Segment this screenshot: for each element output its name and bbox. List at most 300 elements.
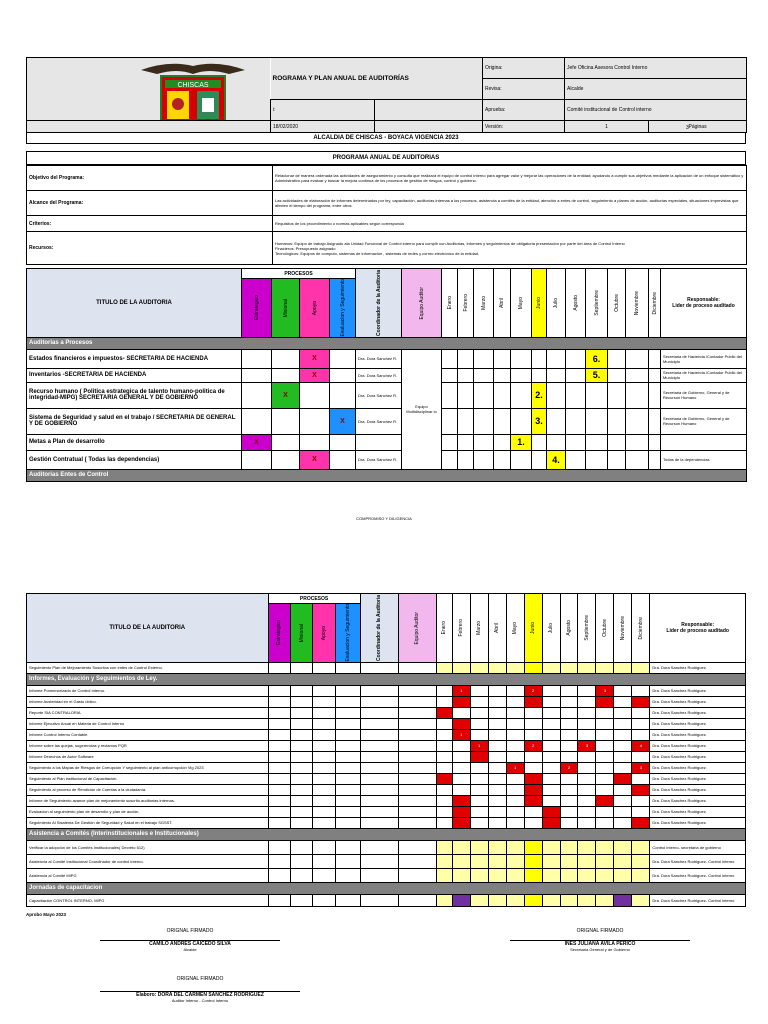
month-cell	[542, 740, 560, 751]
empty-cell	[335, 817, 360, 828]
month-cell	[614, 751, 632, 762]
month-cell	[506, 773, 524, 784]
origina-label: Origina:	[483, 58, 565, 79]
audit-row	[27, 368, 747, 382]
month-cell	[578, 685, 596, 696]
month-cell	[632, 718, 650, 729]
month-cell	[470, 854, 488, 868]
month-cell	[578, 868, 596, 882]
month-cell	[578, 707, 596, 718]
process-cell	[272, 368, 300, 382]
month-cell	[488, 817, 506, 828]
empty-cell	[335, 854, 360, 868]
month-cell	[488, 784, 506, 795]
empty-cell	[360, 868, 398, 882]
month-cell	[596, 762, 614, 773]
schedule-number: 2.	[535, 390, 543, 401]
month-cell	[524, 718, 542, 729]
t2-equipo-header-text: Equipo Auditor	[414, 611, 421, 645]
month-cell	[436, 685, 452, 696]
month-cell	[560, 762, 578, 773]
month-cell	[470, 740, 488, 751]
empty-cell	[335, 762, 360, 773]
section-bar: Asistencia a Comités (Interinstitucionales e Institucionales)	[27, 828, 746, 840]
t2-proc-misional-label: Misional	[298, 623, 305, 642]
t2-month-11: Diciembre	[637, 616, 644, 640]
program-title: PROGRAMA ANUAL DE AUDITORIAS	[26, 151, 746, 165]
process-cell	[330, 434, 356, 450]
empty-cell	[290, 817, 312, 828]
month-cell	[532, 434, 547, 450]
month-cell	[524, 795, 542, 806]
month-cell	[566, 368, 586, 382]
t2-coord-header	[360, 594, 398, 663]
month-cell	[578, 762, 596, 773]
schedule-mark: 2	[531, 688, 535, 694]
t2-month-header-9	[596, 594, 614, 663]
month-cell	[614, 696, 632, 707]
row-title: Seguimiento Al Sisatema De Gestión de Seguridad y Salud en el trabajo SGSST.	[27, 817, 269, 828]
empty-cell	[268, 840, 290, 854]
month-cell	[578, 773, 596, 784]
blank-cell	[375, 100, 483, 121]
empty-cell	[335, 718, 360, 729]
row-title: Asistencia al Comité Institucional Coordinador de control interno.	[27, 854, 269, 868]
process-cell	[300, 368, 330, 382]
row-title: Informe de Seguimiento avance plan de mejoramiento suscrito auditorias internas.	[27, 795, 269, 806]
empty-cell	[313, 854, 335, 868]
schedule-mark: 1	[460, 732, 463, 738]
month-cell	[506, 762, 524, 773]
empty-cell	[313, 696, 335, 707]
month-cell	[542, 795, 560, 806]
month-cell	[488, 696, 506, 707]
month-cell	[506, 854, 524, 868]
empty-cell	[335, 662, 360, 673]
empty-cell	[398, 840, 436, 854]
empty-cell	[313, 662, 335, 673]
month-header-2	[474, 269, 494, 338]
month-cell	[614, 806, 632, 817]
empty-cell	[335, 707, 360, 718]
month-cell	[542, 751, 560, 762]
schedule-mark: 1	[513, 765, 517, 771]
month-cell	[614, 718, 632, 729]
responsable-cell	[661, 434, 747, 450]
empty-cell	[398, 718, 436, 729]
empty-cell	[335, 685, 360, 696]
empty-cell	[313, 868, 335, 882]
empty-cell	[360, 806, 398, 817]
month-header-10	[626, 269, 649, 338]
empty-cell	[268, 729, 290, 740]
subtitle-text: ALCALDIA DE CHISCAS - BOYACA VIGENCIA 2023	[313, 135, 459, 141]
version-label: Versión:	[483, 121, 565, 133]
month-cell	[506, 662, 524, 673]
empty-cell	[290, 685, 312, 696]
month-cell	[488, 840, 506, 854]
month-cell	[614, 817, 632, 828]
month-cell	[596, 817, 614, 828]
month-cell	[452, 740, 470, 751]
responsable-cell: Todas de la dependencias	[661, 450, 747, 469]
team-cell	[402, 349, 442, 469]
section-entes-control: Auditorias Entes de Control	[27, 469, 747, 481]
empty-cell	[335, 740, 360, 751]
empty-cell	[290, 707, 312, 718]
month-cell	[458, 450, 474, 469]
month-cell	[578, 662, 596, 673]
empty-cell	[268, 817, 290, 828]
schedule-mark: 3	[603, 688, 607, 694]
month-10: Noviembre	[634, 290, 641, 315]
t2-proc-evaluacion-label: Evaluacion y Seguimiento	[344, 604, 351, 662]
col-title-header: TITULO DE LA AUDITORIA	[27, 269, 242, 338]
empty-cell	[313, 894, 335, 906]
month-header-8	[586, 269, 608, 338]
month-cell	[488, 718, 506, 729]
month-header-7	[566, 269, 586, 338]
schedule-mark: 3	[639, 765, 642, 771]
table-row	[27, 840, 746, 854]
process-cell	[300, 450, 330, 469]
coordinator-cell: Dra. Dora Sanchez R.	[356, 450, 402, 469]
month-6: Julio	[553, 297, 560, 308]
empty-cell	[290, 784, 312, 795]
month-cell	[560, 707, 578, 718]
schedule-mark: 1	[478, 743, 481, 749]
month-cell	[470, 817, 488, 828]
month-cell	[506, 685, 524, 696]
empty-cell	[398, 806, 436, 817]
signature-1-name: CAMILO ANDRES CAICEDO SILVA	[100, 940, 280, 947]
empty-cell	[360, 740, 398, 751]
month-cell	[542, 784, 560, 795]
process-cell	[272, 450, 300, 469]
month-cell	[532, 349, 547, 368]
month-cell	[632, 894, 650, 906]
month-cell	[632, 784, 650, 795]
row-title: Informe Ejecutivo Anual en Materia de Control Interno	[27, 718, 269, 729]
month-cell	[547, 349, 566, 368]
empty-cell	[268, 718, 290, 729]
month-cell	[452, 806, 470, 817]
month-cell	[560, 795, 578, 806]
responsable-cell: Dra. Dora Sanchez Rodriguez.	[650, 662, 746, 673]
month-cell	[474, 450, 494, 469]
month-cell	[596, 854, 614, 868]
row-title: Seguimiento a los Mapas de Riesgos de Corrupción Y seguimiento al plan anticorrupción Vig 2023	[27, 762, 269, 773]
month-cell	[542, 868, 560, 882]
process-cell	[242, 349, 272, 368]
month-cell	[494, 408, 511, 434]
month-cell	[436, 696, 452, 707]
month-cell	[560, 685, 578, 696]
section-auditorias-procesos: Auditorias a Procesos	[27, 337, 747, 349]
month-cell	[614, 894, 632, 906]
audit-table-1-body	[27, 349, 747, 469]
month-cell	[511, 450, 532, 469]
month-cell	[596, 840, 614, 854]
month-cell	[494, 382, 511, 408]
t2-month-header-2	[470, 594, 488, 663]
month-cell	[614, 773, 632, 784]
responsable-cell: Secretaria de Hacienda /Contador Public del Municipio	[661, 349, 747, 368]
empty-cell	[290, 854, 312, 868]
month-cell	[452, 817, 470, 828]
month-cell	[626, 450, 649, 469]
month-cell	[506, 718, 524, 729]
month-cell	[452, 894, 470, 906]
month-cell	[524, 784, 542, 795]
empty-cell	[398, 773, 436, 784]
table-row	[27, 784, 746, 795]
month-cell	[436, 817, 452, 828]
month-cell	[578, 751, 596, 762]
t2-month-header-0	[436, 594, 452, 663]
month-cell	[547, 408, 566, 434]
month-cell	[458, 349, 474, 368]
month-header-1	[458, 269, 474, 338]
equipo-header	[402, 269, 442, 338]
section-bar: Jornadas de capacitacion	[27, 882, 746, 894]
t2-month-header-4	[506, 594, 524, 663]
month-cell	[488, 894, 506, 906]
month-cell	[578, 696, 596, 707]
month-cell	[524, 854, 542, 868]
month-cell	[470, 662, 488, 673]
signature-2-role: Secretaria General y de Gobierno	[570, 947, 630, 952]
subtitle	[26, 132, 746, 144]
month-0: Enero	[446, 296, 453, 310]
responsable-cell: Dra. Dora Sanchez Rodriguez.	[650, 751, 746, 762]
t2-month-8: Septiembre	[583, 614, 590, 641]
month-cell	[547, 368, 566, 382]
empty-cell	[268, 696, 290, 707]
empty-cell	[398, 662, 436, 673]
month-cell	[626, 368, 649, 382]
empty-cell	[268, 762, 290, 773]
month-cell	[488, 795, 506, 806]
month-cell	[560, 740, 578, 751]
month-cell	[458, 382, 474, 408]
signature-1-original: ORIGNAL FIRMADO	[166, 928, 214, 934]
month-cell	[614, 707, 632, 718]
month-cell	[614, 784, 632, 795]
month-cell	[436, 868, 452, 882]
month-cell	[452, 795, 470, 806]
proc-apoyo-label: Apoyo	[311, 300, 318, 315]
row-title: Seguimiento al proceso de Rendición de Cuentas a la ciudadanía.	[27, 784, 269, 795]
audit-table-2-body	[27, 662, 746, 906]
month-cell	[436, 751, 452, 762]
month-cell	[524, 685, 542, 696]
month-cell	[560, 662, 578, 673]
signature-block-1	[100, 928, 280, 952]
empty-cell	[313, 840, 335, 854]
empty-cell	[313, 718, 335, 729]
month-cell	[532, 382, 547, 408]
empty-cell	[290, 773, 312, 784]
audit-title: Inventarios -SECRETARIA DE HACIENDA	[27, 368, 242, 382]
month-cell	[578, 894, 596, 906]
month-cell	[524, 894, 542, 906]
month-cell	[470, 894, 488, 906]
month-cell	[560, 840, 578, 854]
month-cell	[452, 840, 470, 854]
process-mark: X	[312, 355, 317, 363]
month-cell	[566, 450, 586, 469]
process-cell	[300, 349, 330, 368]
month-8: Septiembre	[593, 289, 600, 316]
empty-cell	[290, 718, 312, 729]
empty-cell	[268, 806, 290, 817]
month-cell	[632, 806, 650, 817]
equipo-header-text: Equipo Auditor	[418, 286, 425, 320]
schedule-number: 4.	[552, 454, 560, 465]
month-cell	[649, 368, 661, 382]
empty-cell	[360, 795, 398, 806]
row-title: Informe Control Interno Contable.	[27, 729, 269, 740]
month-cell	[488, 685, 506, 696]
month-cell	[614, 685, 632, 696]
recursos-text: Humanos: Equipo de trabajo Asignado ala Unidad Funcional de Control interno para cumplir con Auditorias, Informes y seguimientos de obligatoria presentación por parte del área de Control Interno Finacieros: Presupuesto asignado Tecnológicos: Equipos de computo, sistemas de información , sistemas de redes y correo electrónico de la entidad.	[273, 232, 747, 265]
objetivo-text: Relacionar de manera ordenada las actividades de aseguramiento y consulta que realizará el equipo de control interno para agregar valor y mejorar las operaciones de la entidad; ayudando a cumplir sus objetivos mediante la aplicación de un enfoque sistemático y Administrativo para evaluar y buscar la mejora continua de los procesos de gestión de riesgos, control y gobierno.	[273, 166, 747, 191]
audit-row	[27, 450, 747, 469]
proc-misional	[272, 279, 300, 338]
audit-row	[27, 382, 747, 408]
row-title: Asistencia al Comité MIPG	[27, 868, 269, 882]
process-mark: X	[340, 417, 345, 425]
section-row	[27, 882, 746, 894]
month-cell	[632, 868, 650, 882]
empty-cell	[335, 806, 360, 817]
table-row	[27, 662, 746, 673]
t2-month-header-8	[578, 594, 596, 663]
month-cell	[632, 854, 650, 868]
month-cell	[596, 806, 614, 817]
month-cell	[560, 806, 578, 817]
month-cell	[596, 784, 614, 795]
responsable-cell: Secretaria de Hacienda /Contador Public del Municipio	[661, 368, 747, 382]
month-cell	[442, 434, 458, 450]
month-cell	[452, 751, 470, 762]
month-cell	[578, 806, 596, 817]
month-cell	[560, 854, 578, 868]
empty-cell	[290, 696, 312, 707]
month-cell	[470, 773, 488, 784]
t2-month-5: Junio	[530, 621, 537, 634]
row-title: Informe Derechos de Autor Software	[27, 751, 269, 762]
month-cell	[649, 408, 661, 434]
table-row	[27, 817, 746, 828]
schedule-number: 5.	[592, 370, 601, 381]
t2-proc-apoyo-label: Apoyo	[321, 625, 328, 640]
schedule-mark: 4	[639, 743, 642, 749]
proc-evaluacion	[330, 279, 356, 338]
month-cell	[542, 762, 560, 773]
responsable-cell: Dra. Dora Sanchez Rodriguez.	[650, 740, 746, 751]
month-cell	[596, 740, 614, 751]
schedule-mark: 1	[460, 688, 463, 694]
month-cell	[578, 718, 596, 729]
month-cell	[474, 408, 494, 434]
signature-1-role: Alcalde	[183, 947, 197, 952]
table-row	[27, 751, 746, 762]
audit-title: Metas a Plan de desarrollo	[27, 434, 242, 450]
month-cell	[524, 662, 542, 673]
table-row	[27, 740, 746, 751]
responsable-header: Responsable: Lider de proceso auditado	[661, 269, 747, 338]
empty-cell	[335, 840, 360, 854]
month-cell	[614, 868, 632, 882]
empty-cell	[360, 718, 398, 729]
responsable-cell: Dra. Dora Sanchez Rodriguez.	[650, 795, 746, 806]
schedule-number: 3.	[535, 416, 543, 427]
paginas-label: Páginas	[688, 123, 707, 130]
month-cell	[488, 729, 506, 740]
responsable-cell: Dra. Dora Sanchez Rodriguez- Control interno	[650, 894, 746, 906]
month-cell	[506, 840, 524, 854]
empty-cell	[398, 762, 436, 773]
empty-cell	[313, 795, 335, 806]
month-cell	[524, 751, 542, 762]
month-cell	[596, 773, 614, 784]
t2-responsable-header: Responsable: Lider de proceso auditado	[650, 594, 746, 663]
month-cell	[596, 729, 614, 740]
recursos-label: Recursos:	[27, 232, 273, 265]
empty-cell	[313, 784, 335, 795]
process-cell	[242, 434, 272, 450]
month-cell	[452, 685, 470, 696]
month-cell	[506, 729, 524, 740]
month-cell	[542, 718, 560, 729]
month-cell	[436, 773, 452, 784]
month-cell	[470, 762, 488, 773]
process-cell	[330, 408, 356, 434]
month-cell	[560, 868, 578, 882]
month-cell	[436, 718, 452, 729]
table-row	[27, 795, 746, 806]
month-cell	[470, 795, 488, 806]
empty-cell	[268, 685, 290, 696]
empty-cell	[290, 751, 312, 762]
month-cell	[436, 729, 452, 740]
month-cell	[608, 450, 626, 469]
month-cell	[542, 729, 560, 740]
month-cell	[442, 408, 458, 434]
logo-text: CHISCAS	[177, 82, 209, 89]
month-cell	[649, 450, 661, 469]
row-title: Informe Austeridad en el Gasto úblico.	[27, 696, 269, 707]
header-paginas-value: 3	[686, 125, 689, 131]
month-cell	[596, 662, 614, 673]
month-cell	[442, 450, 458, 469]
month-cell	[632, 662, 650, 673]
signature-3-original: ORIGNAL FIRMADO	[176, 976, 224, 982]
audit-row	[27, 349, 747, 368]
month-cell	[547, 434, 566, 450]
month-cell	[632, 707, 650, 718]
month-cell	[436, 740, 452, 751]
month-header-3	[494, 269, 511, 338]
schedule-number: 1.	[517, 437, 525, 448]
empty-cell	[335, 751, 360, 762]
table-row	[27, 854, 746, 868]
empty-cell	[268, 740, 290, 751]
empty-cell	[398, 817, 436, 828]
process-cell	[272, 434, 300, 450]
